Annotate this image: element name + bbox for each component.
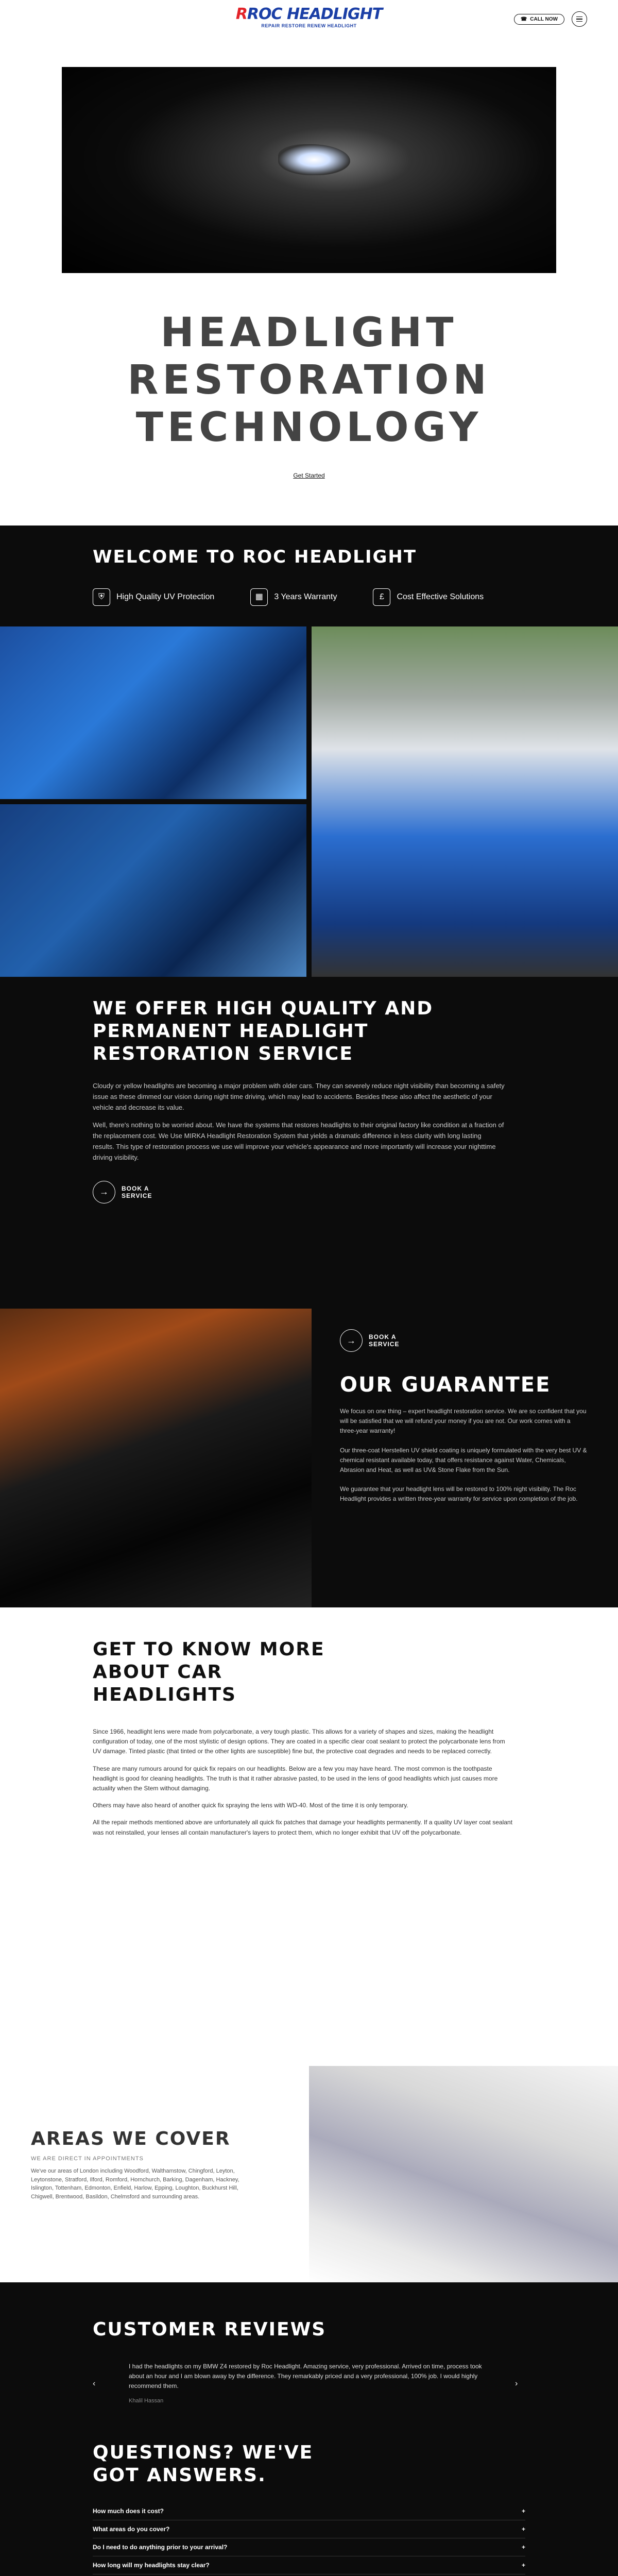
faq-item[interactable] bbox=[93, 2538, 525, 2556]
knowmore-paragraph: Others may have also heard of another quick fix spraying the lens with WD-40. Most of the time it is only temporary. bbox=[93, 1802, 408, 1809]
feature-label: High Quality UV Protection bbox=[116, 592, 215, 601]
phone-icon: ☎ bbox=[520, 16, 527, 22]
welcome-paragraph: Well, there's nothing to be worried about. We have the systems that restores headlights to their original factory like condition at a fraction of the replacement cost. We Use MIRKA Headlight Restoration System that yields a dramatic difference in less clarity with long lasting results. This type of restoration process we use will improve your vehicle's appearance and more importantly will increase your nighttime driving visibility. bbox=[93, 1121, 504, 1161]
knowmore-paragraph: All the repair methods mentioned above are unfortunately all quick fix patches that damage your headlights permanently. If a quality UV layer coat sealant was not reinstalled, your lenses all contain manufacturer's layers to protect them, which no longer exhibit that UV off the polycarbonate. bbox=[93, 1819, 512, 1836]
plus-icon: + bbox=[521, 2507, 525, 2515]
areas-subtitle: WE ARE DIRECT IN APPOINTMENTS bbox=[31, 2156, 144, 2162]
shield-icon: ⛨ bbox=[93, 588, 110, 606]
faq-item[interactable] bbox=[93, 2520, 525, 2538]
reviews-section bbox=[0, 2282, 618, 2576]
welcome-paragraph: Cloudy or yellow headlights are becoming a major problem with older cars. They can severely reduce night visibility than becoming a safety issue as these dimmed our vision during night time driving, which may lead to accidents. Besides these also affect the aesthetic of your vehicle and decrease its value. bbox=[93, 1082, 505, 1111]
areas-title: AREAS WE COVER bbox=[31, 2128, 231, 2149]
faq-question: Do I need to do anything prior to your arrival? bbox=[93, 2544, 228, 2551]
review-carousel bbox=[93, 2362, 525, 2405]
knowmore-paragraph: These are many rumours around for quick fix repairs on our headlights. Below are a few you may have heard. The most common is the toothpaste headlight is good for cleaning headlights. The truth is that it rather abrasive pasted, to be used in the lens of good headlights which just causes more actuality when the Stem without damaging. bbox=[93, 1765, 498, 1792]
gallery-photo bbox=[0, 804, 306, 977]
button-label: BOOK A SERVICE bbox=[122, 1184, 152, 1199]
arrow-left-icon[interactable]: ‹ bbox=[93, 2379, 96, 2388]
calendar-icon: ▦ bbox=[250, 588, 268, 606]
hero-section bbox=[0, 67, 618, 526]
guarantee-title: OUR GUARANTEE bbox=[340, 1373, 551, 1397]
photo-grid bbox=[0, 626, 618, 977]
gallery-photo bbox=[0, 626, 306, 799]
tag-icon: £ bbox=[373, 588, 390, 606]
hamburger-icon[interactable] bbox=[572, 11, 587, 27]
faq-item[interactable] bbox=[93, 2502, 525, 2520]
button-label: BOOK A SERVICE bbox=[369, 1333, 400, 1348]
faq-question: What areas do you cover? bbox=[93, 2526, 170, 2533]
features-list bbox=[93, 588, 618, 606]
car-photo bbox=[0, 1309, 312, 1607]
get-started-link[interactable]: Get Started bbox=[293, 472, 325, 479]
plus-icon: + bbox=[521, 2526, 525, 2533]
welcome-title: WELCOME TO ROC HEADLIGHT bbox=[93, 547, 417, 567]
welcome-section bbox=[0, 526, 618, 1309]
feature-uv bbox=[93, 588, 214, 606]
reviews-title: CUSTOMER REVIEWS bbox=[93, 2319, 327, 2340]
logo-mark: RROC HEADLIGHT bbox=[235, 5, 383, 23]
call-now-button[interactable] bbox=[514, 14, 564, 25]
knowmore-title: GET TO KNOW MORE ABOUT CAR HEADLIGHTS bbox=[93, 1639, 325, 1705]
welcome-subtitle: WE OFFER HIGH QUALITY AND PERMANENT HEADLIGHT RESTORATION SERVICE bbox=[93, 998, 434, 1064]
book-service-button[interactable] bbox=[93, 1181, 158, 1204]
guarantee-section bbox=[0, 1309, 618, 1607]
faq-question: How much does it cost? bbox=[93, 2507, 164, 2515]
faq-item[interactable] bbox=[93, 2556, 525, 2574]
faq-question: How long will my headlights stay clear? bbox=[93, 2562, 210, 2569]
guarantee-paragraph: We focus on one thing – expert headlight restoration service. We are so confident that you will be satisfied that we will refund your money if you are not. Our work comes with a three-year warranty! bbox=[340, 1408, 587, 1435]
areas-list: We've our areas of London including Woodford, Walthamstow, Chingford, Leyton, Leytonstone, Stratford, Ilford, Romford, Hornchurch, Barking, Dagenham, Hackney, Islington, Tottenham, Edmonton, Enfield, Harlow, Epping, Loughton, Buckhurst Hill, Chigwell, Brentwood, Basildon, Chelmsford and surrounding areas. bbox=[31, 2168, 239, 2200]
feature-label: Cost Effective Solutions bbox=[397, 592, 484, 601]
knowmore-section bbox=[0, 1607, 618, 2066]
guarantee-paragraph: Our three-coat Herstellen UV shield coating is uniquely formulated with the very best UV & chemical resistant available today, that offers resistance against Water, Chemicals, Abrasion and Heat, as well as UV& Stone Flake from the Sun. bbox=[340, 1446, 587, 1473]
logo[interactable] bbox=[236, 5, 382, 28]
areas-section bbox=[0, 2066, 618, 2282]
review-author: Khalil Hassan bbox=[129, 2397, 164, 2404]
knowmore-paragraph: Since 1966, headlight lens were made from polycarbonate, a very tough plastic. This allows for a variety of shapes and sizes, making the headlight configuration of today, one of the most stylistic of design options. They are coated in a specific clear coat sealant to protect the polycarbonate lens from UV damage. Tinted plastic (that tinted or the other lights are susceptible) fine but, the protective coat degrades and needs to be replaced correctly. bbox=[93, 1728, 505, 1755]
feature-warranty bbox=[250, 588, 337, 606]
gallery-photo bbox=[312, 626, 618, 977]
book-service-button[interactable] bbox=[340, 1329, 405, 1352]
arrow-right-icon: → bbox=[93, 1181, 115, 1204]
arrow-right-icon[interactable]: › bbox=[515, 2379, 518, 2388]
car-photo bbox=[309, 2066, 618, 2282]
plus-icon: + bbox=[521, 2544, 525, 2551]
hero-image bbox=[62, 67, 556, 273]
logo-tagline: REPAIR RESTORE RENEW HEADLIGHT bbox=[261, 23, 357, 28]
hero-title: HEADLIGHT RESTORATION TECHNOLOGY bbox=[127, 310, 491, 451]
feature-label: 3 Years Warranty bbox=[274, 592, 337, 601]
faq-list bbox=[93, 2502, 525, 2576]
feature-cost bbox=[373, 588, 484, 606]
plus-icon: + bbox=[521, 2562, 525, 2569]
review-text: I had the headlights on my BMW Z4 restored by Roc Headlight. Amazing service, very professional. Arrived on time, process took about an hour and I am blown away by the difference. They remarkably priced and a very professional, 100% job. I would highly recommend them. bbox=[129, 2363, 482, 2390]
guarantee-paragraph: We guarantee that your headlight lens will be restored to 100% night visibility. The Roc Headlight provides a written three-year warranty for service upon completion of the job. bbox=[340, 1485, 578, 1503]
faq-title: QUESTIONS? WE'VE GOT ANSWERS. bbox=[93, 2442, 314, 2486]
site-header bbox=[0, 0, 618, 67]
call-now-label: CALL NOW bbox=[530, 16, 558, 22]
arrow-right-icon: → bbox=[340, 1329, 363, 1352]
